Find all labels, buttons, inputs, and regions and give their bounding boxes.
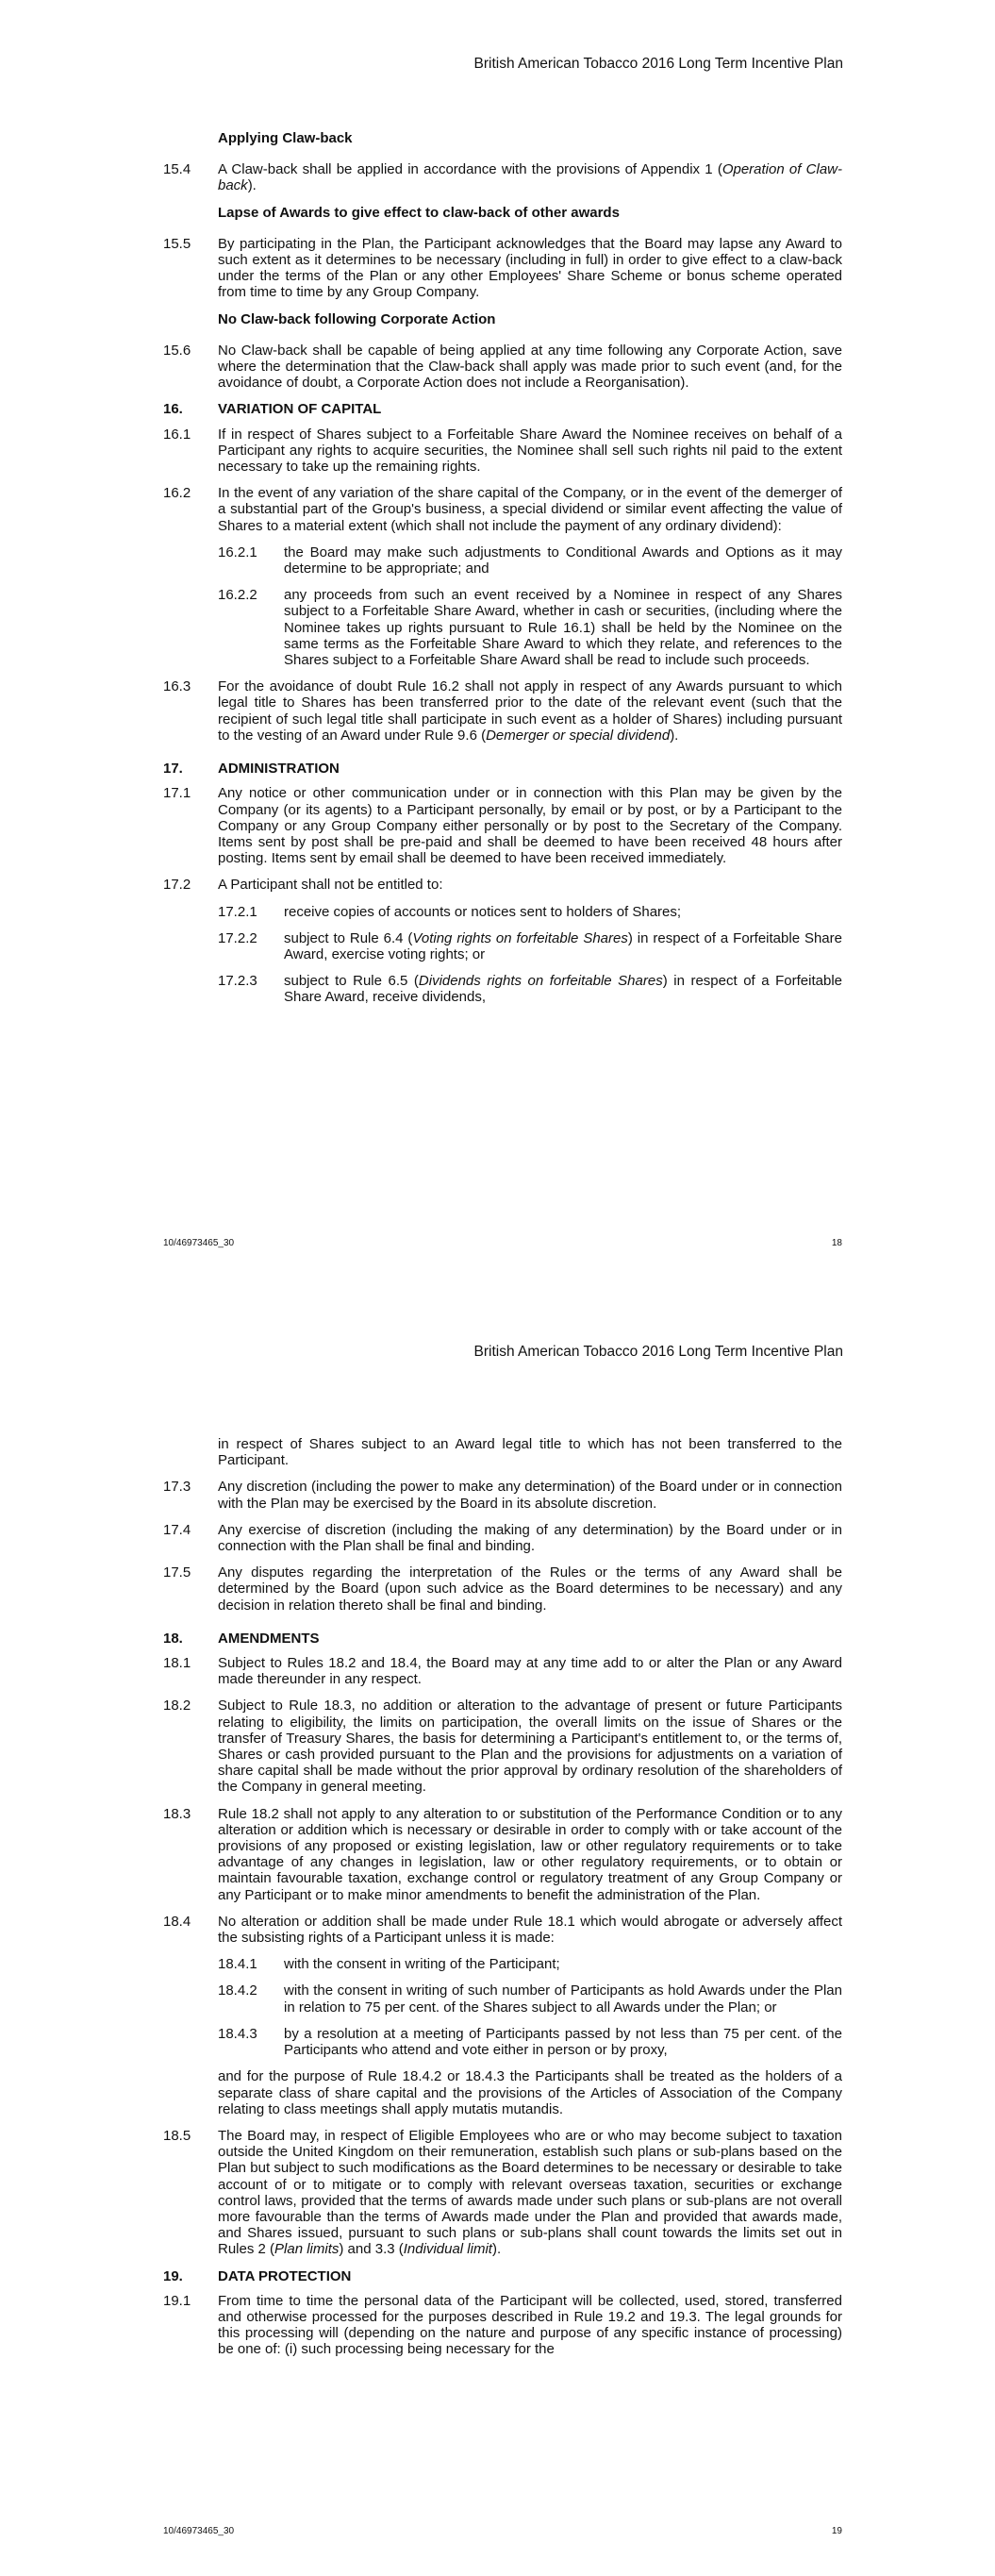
- subheading-no-claw-back: No Claw-back following Corporate Action: [218, 310, 496, 327]
- clause-number: 18.1: [163, 1655, 191, 1672]
- clause-text: Any notice or other communication under or in connection with this Plan may be given by the Company (or its agents) to a Participant personally, by email or by post, or by a Participant to the Company or any Group Company either personally or by post to the Secretary of the Company. Items sent by post shall be pre-paid and shall be deemed to have been received 48 hours after posting. Items sent by email shall be deemed to have been received immediately.: [218, 785, 842, 867]
- clause-text: In the event of any variation of the share capital of the Company, or in the event of the demerger of a substantial part of the Group's business, a special dividend or similar event affecting the value of Shares to a material extent (which shall not include the payment of any ordinary dividend):: [218, 485, 842, 534]
- clause-text: Any disputes regarding the interpretation of the Rules or the terms of any Award shall be determined by the Board (upon such advice as the Board determines to be necessary) and any decision in relation thereto shall be final and binding.: [218, 1564, 842, 1614]
- clause-18-4: [163, 1914, 842, 1946]
- clause-text: with the consent in writing of the Participant;: [284, 1956, 560, 1973]
- clause-number: 15.5: [163, 235, 191, 252]
- clause-15-4: [163, 161, 842, 193]
- page-19: [0, 1288, 995, 2576]
- clause-18-4-2: [218, 1982, 842, 2015]
- clause-number: 17.2.2: [218, 929, 257, 946]
- clause-17-2: [163, 877, 842, 893]
- page-body: [163, 1436, 842, 2368]
- footer-reference: 10/46973465_30: [163, 1238, 235, 1248]
- clause-15-6: [163, 343, 842, 392]
- clause-17-2-2: [218, 930, 842, 962]
- clause-17-3: [163, 1479, 842, 1511]
- clause-number: 18.4.1: [218, 1956, 257, 1973]
- section-heading-19: 19. DATA PROTECTION: [163, 2267, 352, 2284]
- clause-number: 17.2.1: [218, 903, 257, 920]
- clause-number: 17.3: [163, 1479, 191, 1496]
- clause-number: 19.1: [163, 2292, 191, 2309]
- clause-text: From time to time the personal data of the Participant will be collected, used, stored, transferred and otherwise processed for the purposes described in Rule 19.2 and 19.3. The legal grounds for this processing will (depending on the nature and purpose of any specific instance of processing) be one of: (i) such processing being necessary for the: [218, 2292, 842, 2358]
- clause-number: 18.2: [163, 1698, 191, 1715]
- clause-number: 16.2: [163, 485, 191, 502]
- clause-18-4-tail: and for the purpose of Rule 18.4.2 or 18.4.3 the Participants shall be treated as the holders of a separate class of share capital and the provisions of the Articles of Association of the Company relating to class meetings shall apply mutatis mutandis.: [218, 2068, 842, 2117]
- section-heading-17: 17. ADMINISTRATION: [163, 761, 340, 778]
- clause-number: 18.4.3: [218, 2025, 257, 2042]
- clause-16-1: [163, 427, 842, 476]
- footer-reference: 10/46973465_30: [163, 2526, 235, 2536]
- subheading-lapse-of-awards: Lapse of Awards to give effect to claw-back of other awards: [218, 204, 620, 221]
- clause-18-2: [163, 1698, 842, 1795]
- page-number: 18: [831, 1238, 842, 1248]
- clause-number: 18.5: [163, 2127, 191, 2144]
- clause-number: 18.3: [163, 1805, 191, 1822]
- clause-text: any proceeds from such an event received by a Nominee in respect of any Shares subject to a Forfeitable Share Award, whether in cash or securities, (including where the Nominee takes up rights pursuant to Rule 16.1) shall be held by the Nominee on the same terms as the Forfeitable Share Award to which they relate, and references to the Shares subject to a Forfeitable Share Award shall be read to include such proceeds.: [284, 587, 842, 669]
- clause-number: 17.2.3: [218, 973, 257, 990]
- clause-text: By participating in the Plan, the Participant acknowledges that the Board may lapse any Award to such extent as it determines to be necessary (including in full) in order to give effect to a claw-back under the terms of the Plan or any other Employees' Share Scheme or bonus scheme operated from time to time by any Group Company.: [218, 235, 842, 301]
- clause-16-2-2: [218, 587, 842, 668]
- clause-number: 16.2.2: [218, 587, 257, 604]
- clause-number: 16.2.1: [218, 544, 257, 560]
- section-heading-16: 16. VARIATION OF CAPITAL: [163, 401, 382, 418]
- clause-number: 16.1: [163, 426, 191, 443]
- clause-19-1: [163, 2293, 842, 2358]
- clause-number: 17.1: [163, 785, 191, 802]
- clause-number: 15.6: [163, 342, 191, 359]
- clause-text: No Claw-back shall be capable of being applied at any time following any Corporate Action, save where the determination that the Claw-back shall apply was made prior to such event (and, for the avoidance of doubt, a Corporate Action does not include a Reorganisation).: [218, 342, 842, 392]
- clause-text: A Claw-back shall be applied in accordance with the provisions of Appendix 1 (Operation of Claw-back).: [218, 161, 842, 194]
- clause-number: 18.4: [163, 1913, 191, 1930]
- continuation-text: in respect of Shares subject to an Award legal title to which has not been transferred to the Participant.: [218, 1436, 842, 1469]
- clause-18-4-1: [218, 1956, 842, 1972]
- clause-18-1: [163, 1655, 842, 1687]
- clause-text: by a resolution at a meeting of Participants passed by not less than 75 per cent. of the Participants who attend and vote either in person or by proxy,: [284, 2025, 842, 2059]
- clause-text: subject to Rule 6.4 (Voting rights on forfeitable Shares) in respect of a Forfeitable Share Award, exercise voting rights; or: [284, 929, 842, 962]
- clause-text: A Participant shall not be entitled to:: [218, 877, 443, 894]
- clause-text: Subject to Rules 18.2 and 18.4, the Board may at any time add to or alter the Plan or any Award made thereunder in any respect.: [218, 1655, 842, 1688]
- clause-text: with the consent in writing of such number of Participants as hold Awards under the Plan in relation to 75 per cent. of the Shares subject to all Awards under the Plan; or: [284, 1982, 842, 2016]
- clause-text: The Board may, in respect of Eligible Employees who are or who may become subject to taxation outside the United Kingdom on their remuneration, establish such plans or sub-plans based on the Plan but subject to such modifications as the Board determines to be necessary or desirable to take account of or to mitigate or to comply with relevant overseas taxation, securities or exchange control laws, provided that the terms of awards made under such plans or sub-plans are not overall more favourable than the terms of Awards made under the Plan and provided that awards made, and Shares issued, pursuant to such plans or sub-plans shall count towards the limits set out in Rules 2 (Plan limits) and 3.3 (Individual limit).: [218, 2127, 842, 2258]
- clause-17-2-3: [218, 973, 842, 1005]
- clause-16-2: [163, 485, 842, 534]
- clause-text: Any exercise of discretion (including the making of any determination) by the Board under or in connection with the Plan shall be final and binding.: [218, 1521, 842, 1555]
- clause-number: 18.4.2: [218, 1982, 257, 1999]
- page-number: 19: [831, 2526, 842, 2536]
- clause-text: receive copies of accounts or notices sent to holders of Shares;: [284, 903, 682, 920]
- page-header: British American Tobacco 2016 Long Term Incentive Plan: [473, 1344, 843, 1360]
- clause-text: the Board may make such adjustments to Conditional Awards and Options as it may determine to be appropriate; and: [284, 544, 842, 577]
- clause-17-1: [163, 785, 842, 866]
- clause-text: Subject to Rule 18.3, no addition or alteration to the advantage of present or future Participants relating to eligibility, the limits on participation, the overall limits on the issue of Shares or the transfer of Treasury Shares, the basis for determining a Participant's entitlement to, or the terms of, Shares or cash provided pursuant to the Plan and the provisions for adjustments on a variation of share capital shall be made without the prior approval by ordinary resolution of the shareholders of the Company in general meeting.: [218, 1698, 842, 1796]
- clause-17-2-1: [218, 904, 842, 920]
- clause-18-3: [163, 1806, 842, 1903]
- clause-number: 17.2: [163, 877, 191, 894]
- clause-15-5: [163, 236, 842, 301]
- clause-18-4-3: [218, 2026, 842, 2058]
- clause-text: If in respect of Shares subject to a Forfeitable Share Award the Nominee receives on behalf of a Participant any rights to acquire securities, the Nominee shall sell such rights nil paid to the extent necessary to take up the remaining rights.: [218, 426, 842, 476]
- clause-number: 16.3: [163, 678, 191, 695]
- page-body: [163, 130, 842, 1016]
- clause-text: Any discretion (including the power to make any determination) of the Board under or in connection with the Plan may be exercised by the Board in its absolute discretion.: [218, 1479, 842, 1512]
- clause-18-5: [163, 2128, 842, 2258]
- clause-text: For the avoidance of doubt Rule 16.2 shall not apply in respect of any Awards pursuant to which legal title to Shares has been transferred prior to the date of the relevant event (such that the recipient of such legal title shall participate in such event as a holder of Shares) including pursuant to the vesting of an Award under Rule 9.6 (Demerger or special dividend).: [218, 678, 842, 744]
- clause-number: 17.5: [163, 1564, 191, 1581]
- clause-text: Rule 18.2 shall not apply to any alteration to or substitution of the Performance Condition or to any alteration or addition which is necessary or desirable in order to comply with or take account of the provisions of any proposed or existing legislation, law or other regulatory requirements or to take advantage of any changes in legislation, law or other regulatory requirements, or to obtain or maintain favourable taxation, exchange control or regulatory treatment of any Group Company or any Participant or to make minor amendments to benefit the administration of the Plan.: [218, 1805, 842, 1903]
- clause-text: No alteration or addition shall be made under Rule 18.1 which would abrogate or adversely affect the subsisting rights of a Participant unless it is made:: [218, 1913, 842, 1947]
- clause-number: 15.4: [163, 161, 191, 178]
- clause-17-4: [163, 1522, 842, 1554]
- clause-16-2-1: [218, 544, 842, 577]
- clause-17-5: [163, 1564, 842, 1614]
- subheading-applying-claw-back: Applying Claw-back: [218, 130, 353, 146]
- section-heading-18: 18. AMENDMENTS: [163, 1630, 320, 1647]
- clause-text: subject to Rule 6.5 (Dividends rights on forfeitable Shares) in respect of a Forfeitable Share Award, receive dividends,: [284, 973, 843, 1006]
- page-header: British American Tobacco 2016 Long Term Incentive Plan: [473, 56, 843, 72]
- clause-16-3: [163, 678, 842, 744]
- clause-number: 17.4: [163, 1521, 191, 1538]
